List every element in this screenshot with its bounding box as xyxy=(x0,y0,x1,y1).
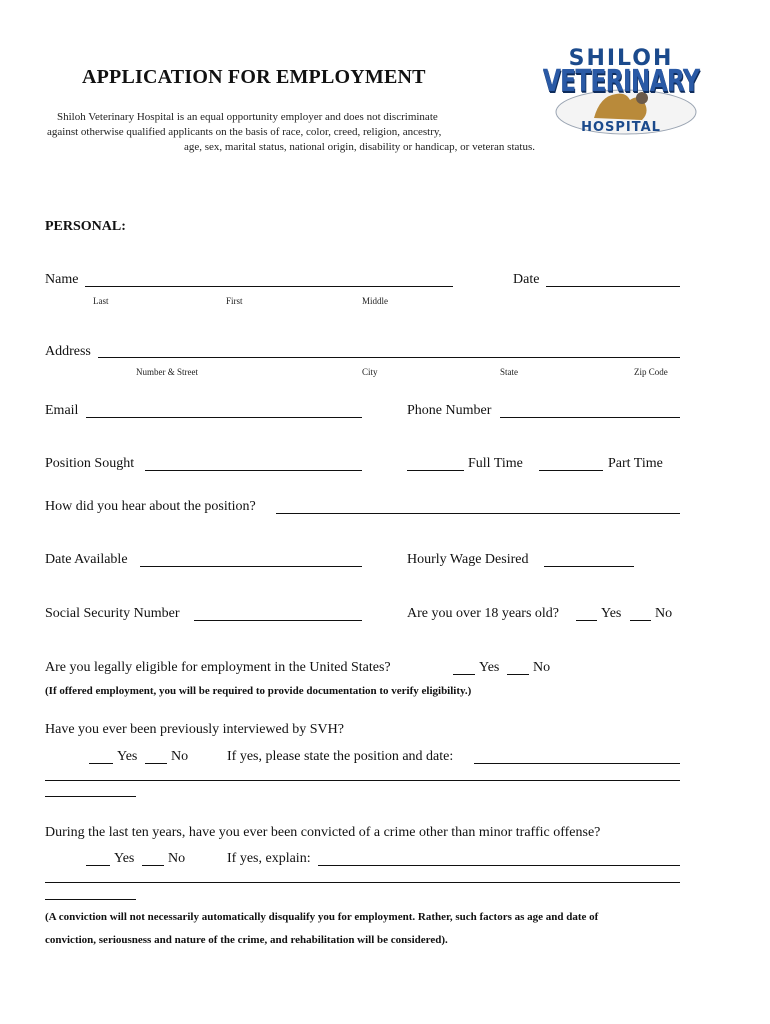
ssn-label: Social Security Number xyxy=(45,606,180,621)
eligible-yes-field[interactable] xyxy=(453,674,475,675)
ssn-field[interactable] xyxy=(194,620,362,621)
eeo-statement-line3: age, sex, marital status, national origin, disability or handicap, or veteran status. xyxy=(184,141,535,153)
convicted-detail-label: If yes, explain: xyxy=(227,851,311,866)
convicted-yes-field[interactable] xyxy=(86,865,110,866)
part-time-label: Part Time xyxy=(608,456,663,471)
wage-label: Hourly Wage Desired xyxy=(407,552,529,567)
conviction-note-line2: conviction, seriousness and nature of the crime, and rehabilitation will be considered). xyxy=(45,934,448,946)
over18-label: Are you over 18 years old? xyxy=(407,606,560,621)
eligible-label: Are you legally eligible for employment in the United States? xyxy=(45,660,391,675)
full-time-label: Full Time xyxy=(468,456,523,471)
email-field[interactable] xyxy=(86,417,362,418)
date-available-label: Date Available xyxy=(45,552,128,567)
convicted-yes-label: Yes xyxy=(114,851,135,866)
address-street-caption: Number & Street xyxy=(136,367,198,377)
convicted-label: During the last ten years, have you ever been convicted of a crime other than minor traffic offense? xyxy=(45,825,601,840)
eeo-statement-line1: Shiloh Veterinary Hospital is an equal opportunity employer and does not discriminate xyxy=(57,111,438,123)
wage-field[interactable] xyxy=(544,566,634,567)
eligible-yes-label: Yes xyxy=(479,660,500,675)
eligible-no-label: No xyxy=(533,660,551,675)
conviction-note-line1: (A conviction will not necessarily automatically disqualify you for employment. Rather, such factors as age and date of xyxy=(45,911,599,923)
eligible-note: (If offered employment, you will be required to provide documentation to verify eligibility.) xyxy=(45,685,472,697)
phone-label: Phone Number xyxy=(407,403,492,418)
position-field[interactable] xyxy=(145,470,362,471)
address-label: Address xyxy=(45,344,91,359)
date-field[interactable] xyxy=(546,286,680,287)
convicted-no-label: No xyxy=(168,851,186,866)
name-last-caption: Last xyxy=(93,296,109,306)
full-time-field[interactable] xyxy=(407,470,464,471)
interviewed-detail-field[interactable] xyxy=(474,763,680,764)
part-time-field[interactable] xyxy=(539,470,603,471)
logo-line3: HOSPITAL xyxy=(581,120,661,135)
name-field[interactable] xyxy=(85,286,453,287)
page-title: APPLICATION FOR EMPLOYMENT xyxy=(82,66,426,88)
address-state-caption: State xyxy=(500,367,518,377)
interviewed-yes-field[interactable] xyxy=(89,763,113,764)
name-label: Name xyxy=(45,272,79,287)
interviewed-detail-label: If yes, please state the position and date: xyxy=(227,749,454,764)
section-personal: PERSONAL: xyxy=(45,219,126,234)
interviewed-no-field[interactable] xyxy=(145,763,167,764)
email-label: Email xyxy=(45,403,79,418)
convicted-detail-field[interactable] xyxy=(318,865,680,866)
date-label: Date xyxy=(513,272,540,287)
convicted-detail-line2[interactable] xyxy=(45,882,680,883)
hear-field[interactable] xyxy=(276,513,680,514)
address-zip-caption: Zip Code xyxy=(634,367,668,377)
interviewed-no-label: No xyxy=(171,749,189,764)
logo-line2: VETERINARY xyxy=(542,64,700,99)
over18-no-label: No xyxy=(655,606,673,621)
interviewed-label: Have you ever been previously interviewed by SVH? xyxy=(45,722,344,737)
over18-no-field[interactable] xyxy=(630,620,651,621)
hospital-logo xyxy=(516,46,726,138)
interviewed-detail-line2[interactable] xyxy=(45,780,680,781)
interviewed-detail-line3[interactable] xyxy=(45,796,136,797)
convicted-detail-line3[interactable] xyxy=(45,899,136,900)
eeo-statement-line2: against otherwise qualified applicants on the basis of race, color, creed, religion, ancestry, xyxy=(47,126,442,138)
hear-label: How did you hear about the position? xyxy=(45,499,256,514)
convicted-no-field[interactable] xyxy=(142,865,164,866)
logo-line1: SHILOH xyxy=(568,46,674,71)
address-field[interactable] xyxy=(98,357,680,358)
eligible-no-field[interactable] xyxy=(507,674,529,675)
name-middle-caption: Middle xyxy=(362,296,388,306)
name-first-caption: First xyxy=(226,296,243,306)
address-city-caption: City xyxy=(362,367,378,377)
over18-yes-field[interactable] xyxy=(576,620,597,621)
position-label: Position Sought xyxy=(45,456,135,471)
date-available-field[interactable] xyxy=(140,566,362,567)
interviewed-yes-label: Yes xyxy=(117,749,138,764)
over18-yes-label: Yes xyxy=(601,606,622,621)
phone-field[interactable] xyxy=(500,417,680,418)
